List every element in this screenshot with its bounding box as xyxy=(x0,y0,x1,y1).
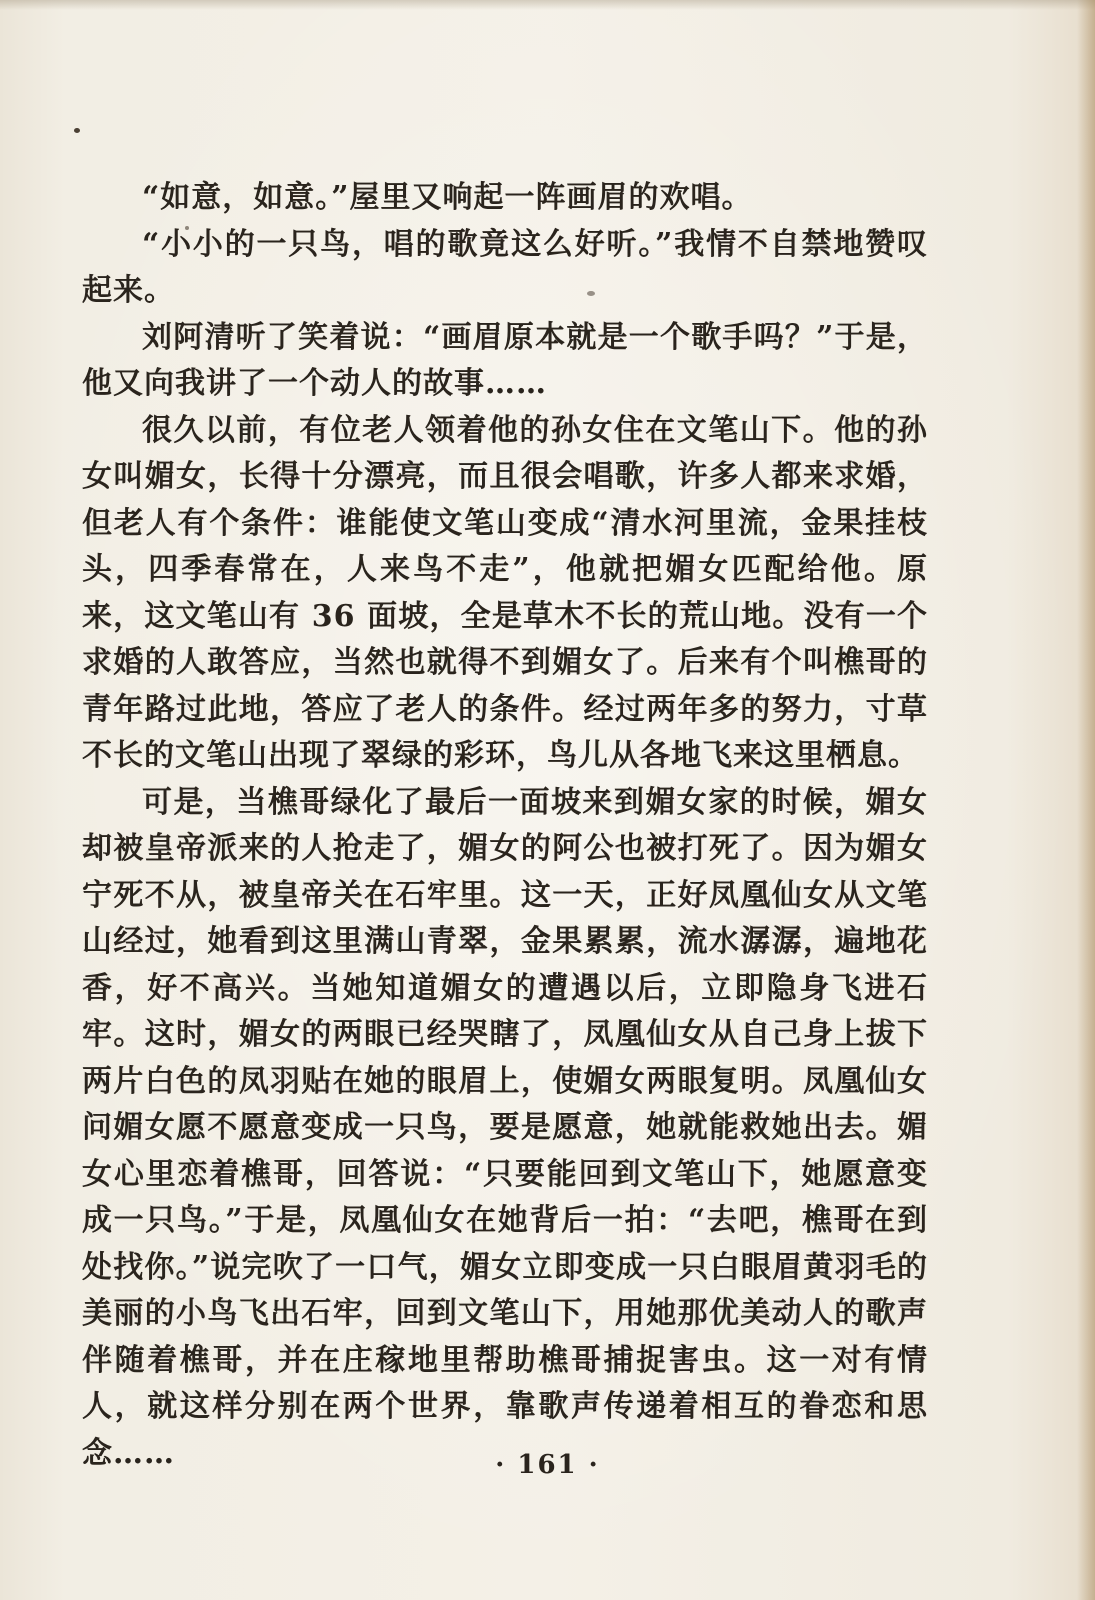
page-right-edge-stain xyxy=(1077,0,1095,1600)
paragraph: 刘阿清听了笑着说：“画眉原本就是一个歌手吗？”于是，他又向我讲了一个动人的故事…… xyxy=(82,319,928,401)
paragraph: “小小的一只鸟，唱的歌竟这么好听。”我情不自禁地赞叹起来。 xyxy=(82,226,928,308)
paragraph: 很久以前，有位老人领着他的孙女住在文笔山下。他的孙女叫媚女，长得十分漂亮，而且很会唱歌，许多人都来求婚，但老人有个条件：谁能使文笔山变成“清水河里流，金果挂枝头，四季春常在，人来鸟不走”，他就把媚女匹配给他。原来，这文笔山有 36 面坡，全是草木不长的荒山地。没有一个求婚的人敢答应，当然也就得不到媚女了。后来有个叫樵哥的青年路过此地，答应了老人的条件。经过两年多的努力，寸草不长的文笔山出现了翠绿的彩环，鸟儿从各地飞来这里栖息。 xyxy=(82,412,928,773)
paragraph: “如意，如意。”屋里又响起一阵画眉的欢唱。 xyxy=(142,180,753,215)
ink-speck xyxy=(74,128,80,133)
page-number: · 161 · xyxy=(495,1450,600,1480)
body-text xyxy=(82,175,928,1477)
paragraph: 可是，当樵哥绿化了最后一面坡来到媚女家的时候，媚女却被皇帝派来的人抢走了，媚女的阿公也被打死了。因为媚女宁死不从，被皇帝关在石牢里。这一天，正好凤凰仙女从文笔山经过，她看到这里满山青翠，金果累累，流水潺潺，遍地花香，好不高兴。当她知道媚女的遭遇以后，立即隐身飞进石牢。这时，媚女的两眼已经哭瞎了，凤凰仙女从自己身上拔下两片白色的凤羽贴在她的眼眉上，使媚女两眼复明。凤凰仙女问媚女愿不愿意变成一只鸟，要是愿意，她就能救她出去。媚女心里恋着樵哥，回答说：“只要能回到文笔山下，她愿意变成一只鸟。”于是，凤凰仙女在她背后一拍：“去吧，樵哥在到处找你。”说完吹了一口气，媚女立即变成一只白眼眉黄羽毛的美丽的小鸟飞出石牢，回到文笔山下，用她那优美动人的歌声伴随着樵哥，并在庄稼地里帮助樵哥捕捉害虫。这一对有情人，就这样分别在两个世界，靠歌声传递着相互的眷恋和思念…… xyxy=(82,784,928,1471)
page-top-shadow xyxy=(0,0,1095,10)
